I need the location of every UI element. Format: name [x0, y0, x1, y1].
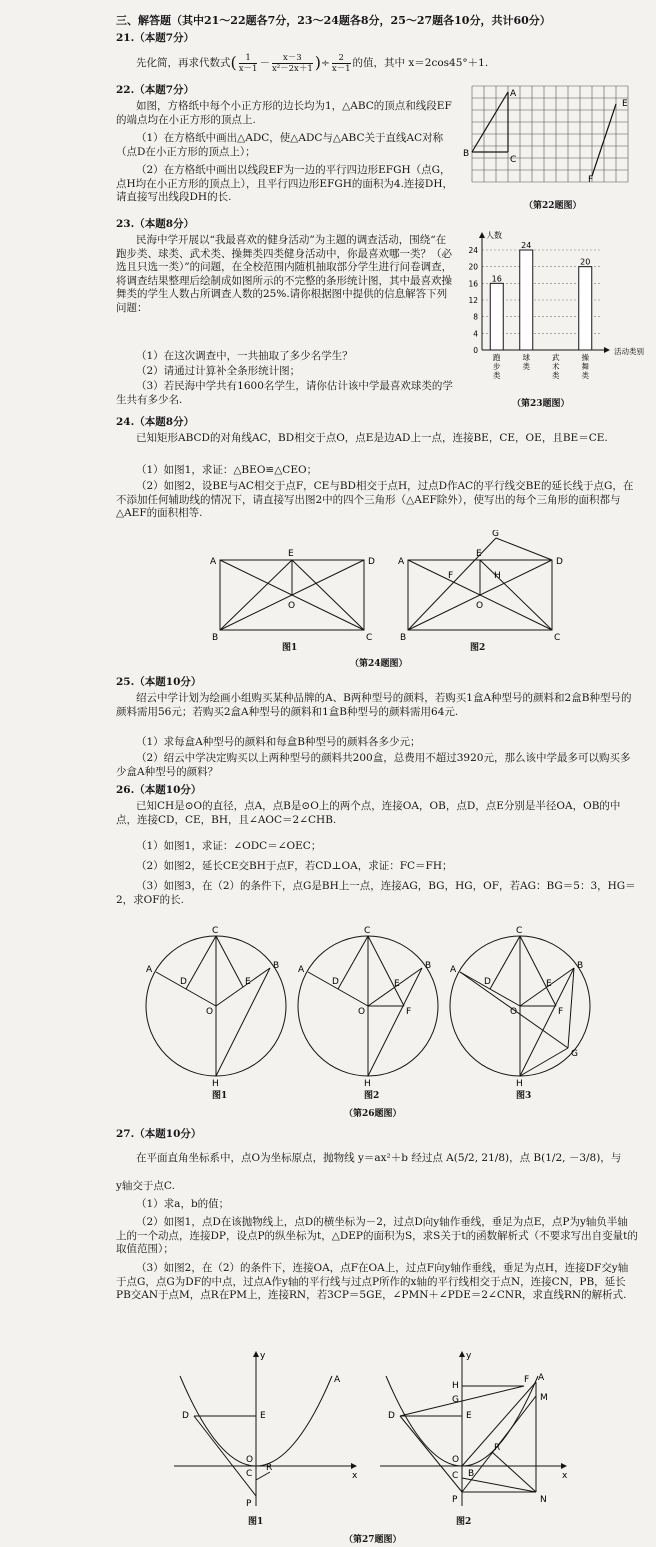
fig2-label-a: A	[398, 557, 405, 567]
fig2-label-o: O	[358, 1007, 366, 1017]
fig2-label-y: y	[466, 1351, 472, 1361]
fig1-label-x: x	[352, 1471, 358, 1481]
fig2-label-o: O	[476, 601, 484, 611]
y-axis-arrow	[479, 232, 485, 238]
point-label-b: B	[463, 149, 470, 159]
bar-4	[579, 267, 592, 350]
fig2-label-b: B	[425, 961, 432, 971]
y-tick-label: 24	[468, 246, 478, 255]
fig1-label-c: C	[366, 633, 373, 643]
fig2-label-n: N	[540, 1495, 547, 1505]
fig2-label-b: B	[468, 1469, 475, 1479]
fig1-label-e: E	[245, 977, 251, 987]
fig2-label-b: B	[400, 633, 407, 643]
category-label-1: 跑步类	[493, 353, 501, 380]
point-label-a: A	[510, 89, 517, 99]
fig1-label-c: C	[212, 926, 219, 936]
q24-fig2-label: 图2	[470, 643, 486, 653]
fig1-label-a: A	[210, 557, 217, 567]
fig1-label-d: D	[368, 557, 375, 567]
q21-heading: 21.（本题7分）	[116, 32, 195, 44]
fig2-label-c: C	[364, 926, 371, 936]
q21-fraction-3: $\frac{2}{x-1}$	[331, 52, 351, 74]
q26-figure-2	[298, 936, 438, 1076]
q22-heading: 22.（本题7分）	[116, 84, 195, 96]
fig1-label-a: A	[334, 1375, 341, 1385]
q21-text-a: 先化简，再求代数式	[136, 57, 231, 69]
q27-part2: （2）如图1，点D在该抛物线上，点D的横坐标为－2，过点D向y轴作垂线，垂足为点E，点P为y轴负半轴上的一个动点，连接DP，设点P的纵坐标为t，△DEP的面积为S，求S关于t的函数解析式（不要求写出自变量t的取值范围）；	[116, 1216, 638, 1256]
grid-lines	[472, 86, 628, 182]
origin-label: 0	[473, 346, 478, 355]
fig2-label-g: G	[452, 1395, 459, 1405]
data-label-2: 24	[521, 241, 532, 250]
data-label-1: 16	[491, 274, 502, 284]
y-tick-label: 20	[468, 262, 478, 272]
q25-part1: （1）求每盒A种型号的颜料和每盒B种型号的颜料各多少元；	[136, 736, 421, 748]
q27-line2: y轴交于点C.	[116, 1180, 175, 1192]
y-axis-title: 人数	[486, 231, 502, 240]
q23-body: 民海中学开展以“我最喜欢的健身活动”为主题的调查活动，围绕“在跑步类、球类、武术类、操舞类四类健身活动中，你最喜欢哪一类？（必选且只选一类）”的问题，在全校范围内随机抽取部分学生进行问卷调查，将调查结果整理后绘制成如图所示的不完整的条形统计图，其中最喜欢操舞类的学生人数占所调查人数的25%.请你根据图中提供的信息解答下列问题：	[116, 234, 453, 314]
q22-body: 如图，方格纸中每个小正方形的边长均为1，△ABC的顶点和线段EF的端点均在小正方形的顶点上.	[116, 100, 452, 126]
q22-grid-figure	[462, 82, 638, 192]
fig1-label-o: O	[288, 601, 296, 611]
fig2-label-c: C	[554, 633, 561, 643]
q24-part2: （2）如图2，设BE与AC相交于点F，CE与BD相交于点H，过点D作AC的平行线交BE的延长线于点G，在不添加任何辅助线的情况下，请直接写出图2中的四个三角形（△AEF除外），使写出的每个三角形的面积都与△AEF的面积相等.	[116, 480, 634, 520]
bar-2	[520, 250, 533, 350]
category-label-4: 操舞类	[581, 353, 589, 380]
q26-heading: 26.（本题10分）	[116, 784, 202, 796]
fig2-label-f: F	[406, 1007, 412, 1017]
q22-part1: （1）在方格纸中画出△ADC，使△ADC与△ABC关于直线AC对称（点D在小正方形的顶点上）；	[116, 132, 444, 158]
q26-part1: （1）如图1，求证：∠ODC＝∠OEC；	[136, 840, 322, 852]
q25-part2: （2）绍云中学决定购买以上两种型号的颜料共200盒，总费用不超过3920元，那么该中学最多可以购买多少盒A种型号的颜料？	[116, 752, 631, 778]
fig1-label-a: A	[146, 965, 153, 975]
fig2-label-p: P	[452, 1495, 458, 1505]
q27-figures	[170, 1346, 590, 1516]
fig1-label-y: y	[260, 1351, 266, 1361]
fig2-label-e: E	[476, 549, 482, 559]
q24-heading: 24.（本题8分）	[116, 416, 195, 428]
q26-body: 已知CH是⊙O的直径，点A，点B是⊙O上的两个点，连接OA，OB，点D，点E分别是半径OA，OB的中点，连接CD，CE，BH，且∠AOC＝2∠CHB.	[116, 800, 621, 826]
category-label-2: 球类	[522, 353, 530, 371]
q26-figure-3	[450, 936, 590, 1076]
fig3-label-b: B	[577, 961, 584, 971]
fig1-label-d: D	[182, 1411, 189, 1421]
fig1-label-o: O	[206, 1007, 214, 1017]
fig1-label-c: C	[246, 1469, 253, 1479]
fig2-label-r: R	[494, 1443, 501, 1453]
point-label-f: F	[588, 175, 594, 185]
fig3-label-g: G	[571, 1049, 578, 1059]
fig2-label-h: H	[364, 1079, 371, 1089]
q24-body: 已知矩形ABCD的对角线AC，BD相交于点O，点E是边AD上一点，连接BE，CE，OE，且BE＝CE.	[136, 432, 608, 444]
fig2-label-d: D	[388, 1411, 395, 1421]
chart-bars	[490, 241, 592, 350]
q21-fraction-1: $\frac{1}{x-1}$	[238, 52, 258, 74]
q21-fraction-2: $\frac{x-3}{\text{x²－2x＋1}}$	[271, 52, 313, 74]
y-tick-label: 8	[473, 312, 478, 322]
q25-body: 绍云中学计划为绘画小组购买某种品牌的A、B两种型号的颜料，若购买1盒A种型号的颜料和2盒B种型号的颜料需用56元；若购买2盒A种型号的颜料和1盒B种型号的颜料需用64元.	[116, 692, 632, 718]
fig2-label-h: H	[494, 571, 501, 581]
q27-heading: 27.（本题10分）	[116, 1128, 202, 1140]
fig2-label-m: M	[540, 1393, 548, 1403]
fig2-label-a: A	[298, 965, 305, 975]
q21-text-b: 的值，其中 x＝2cos45°＋1.	[352, 57, 489, 69]
fig2-label-o: O	[452, 1455, 460, 1465]
point-label-c: C	[510, 155, 517, 165]
y-tick-label: 16	[468, 279, 478, 289]
y-tick-label: 4	[473, 329, 478, 339]
q27-fig2-label: 图2	[456, 1517, 472, 1527]
fig2-label-e: E	[466, 1411, 472, 1421]
fig3-label-o: O	[510, 1007, 518, 1017]
fig2-label-g: G	[492, 530, 499, 539]
q27-line1: 在平面直角坐标系中，点O为坐标原点，抛物线 y＝ax²＋b 经过点 A(5/2, 21/8)，点 B(1/2, －3/8)，与	[136, 1152, 622, 1164]
q26-figures	[140, 920, 640, 1100]
q24-fig1-label: 图1	[282, 643, 298, 653]
q23-caption: （第23题图）	[512, 399, 570, 409]
q21-expression: 先化简，再求代数式( $\frac{1}{x-1}$ － $\frac{x-3}{\text{x²－2x＋1}}$ )÷ $\frac{2}{x-1}$ 的值，其中 x＝2cos45°＋1.	[136, 52, 489, 74]
q22-part2: （2）在方格纸中画出以线段EF为一边的平行四边形EFGH（点G，点H均在小正方形的顶点上），且平行四边形EFGH的面积为4.连接DH，请直接写出线段DH的长.	[116, 164, 453, 204]
fig2-label-f: F	[448, 571, 454, 581]
q23-part1: （1）在这次调查中，一共抽取了多少名学生？	[136, 350, 353, 362]
q26-fig3-label: 图3	[516, 1091, 532, 1101]
q23-part2: （2）请通过计算补全条形统计图；	[136, 365, 301, 377]
fig2-label-f: F	[524, 1375, 530, 1385]
fig2-label-a: A	[538, 1373, 545, 1383]
fig2-label-e: E	[394, 979, 400, 989]
fig3-label-h: H	[516, 1079, 523, 1089]
fig3-label-e: E	[546, 979, 552, 989]
section-title: 三、解答题（其中21～22题各7分，23～24题各8分，25～27题各10分，共计60分）	[116, 14, 551, 27]
q27-fig1-label: 图1	[248, 1517, 264, 1527]
x-axis-title: 活动类别	[614, 347, 644, 356]
q24-caption: （第24题图）	[350, 659, 408, 669]
fig1-label-p: P	[246, 1499, 252, 1509]
q24-figure-1	[220, 560, 364, 630]
fig2-label-c: C	[452, 1471, 459, 1481]
point-label-e: E	[622, 99, 628, 109]
q26-part2: （2）如图2，延长CE交BH于点F，若CD⊥OA，求证：FC＝FH；	[136, 860, 453, 872]
q23-heading: 23.（本题8分）	[116, 218, 195, 230]
fig2-label-x: x	[562, 1471, 568, 1481]
q23-bar-chart	[460, 228, 652, 390]
q25-heading: 25.（本题10分）	[116, 676, 202, 688]
fig1-label-b: B	[273, 961, 280, 971]
category-label-3: 武术类	[552, 353, 560, 380]
q27-part3: （3）如图2，在（2）的条件下，连接OA，点F在OA上，过点F向y轴作垂线，垂足为点H，连接DF交y轴于点G，点G为DF的中点，过点A作y轴的平行线与过点P所作的x轴的平行线相交于点N，连接CN，PB，延长PB交AN于点M，点R在PM上，连接RN，若3CP＝5GE，∠PMN＋∠PDE＝2∠CNR，求直线RN的解析式.	[116, 1262, 629, 1302]
q23-part3: （3）若民海中学共有1600名学生，请你估计该中学最喜欢球类的学生共有多少名.	[116, 380, 453, 406]
data-label-4: 20	[580, 257, 591, 267]
fig1-label-d: D	[180, 977, 187, 987]
x-axis-arrow	[604, 347, 610, 353]
q24-figures	[200, 530, 580, 646]
fig2-label-h: H	[452, 1381, 459, 1391]
fig1-label-e: E	[288, 549, 294, 559]
fig2-label-d: D	[556, 557, 563, 567]
q26-figure-1	[146, 936, 286, 1076]
q27-caption: （第27题图）	[344, 1535, 402, 1545]
q26-fig1-label: 图1	[212, 1091, 228, 1101]
q27-part1: （1）求a，b的值；	[136, 1198, 230, 1210]
q22-caption: （第22题图）	[524, 201, 582, 211]
q27-figure-1	[174, 1352, 356, 1506]
fig3-label-d: D	[484, 977, 491, 987]
fig1-label-o: O	[246, 1455, 254, 1465]
fig1-label-h: H	[212, 1079, 219, 1089]
q26-caption: （第26题图）	[344, 1109, 402, 1119]
fig1-label-b: B	[212, 633, 219, 643]
fig1-label-e: E	[260, 1411, 266, 1421]
fig3-label-c: C	[516, 926, 523, 936]
y-tick-label: 12	[468, 296, 478, 305]
fig3-label-f: F	[558, 1007, 564, 1017]
fig3-label-a: A	[450, 965, 457, 975]
fig1-label-r: R	[266, 1463, 273, 1473]
q24-part1: （1）如图1，求证：△BEO≌△CEO；	[136, 464, 318, 476]
fig2-label-d: D	[332, 977, 339, 987]
q26-part3: （3）如图3，在（2）的条件下，点G是BH上一点，连接AG，BG，HG，OF，若AG：BG＝5：3，HG＝2，求OF的长.	[116, 880, 636, 906]
bar-1	[490, 283, 503, 350]
q26-fig2-label: 图2	[364, 1091, 380, 1101]
